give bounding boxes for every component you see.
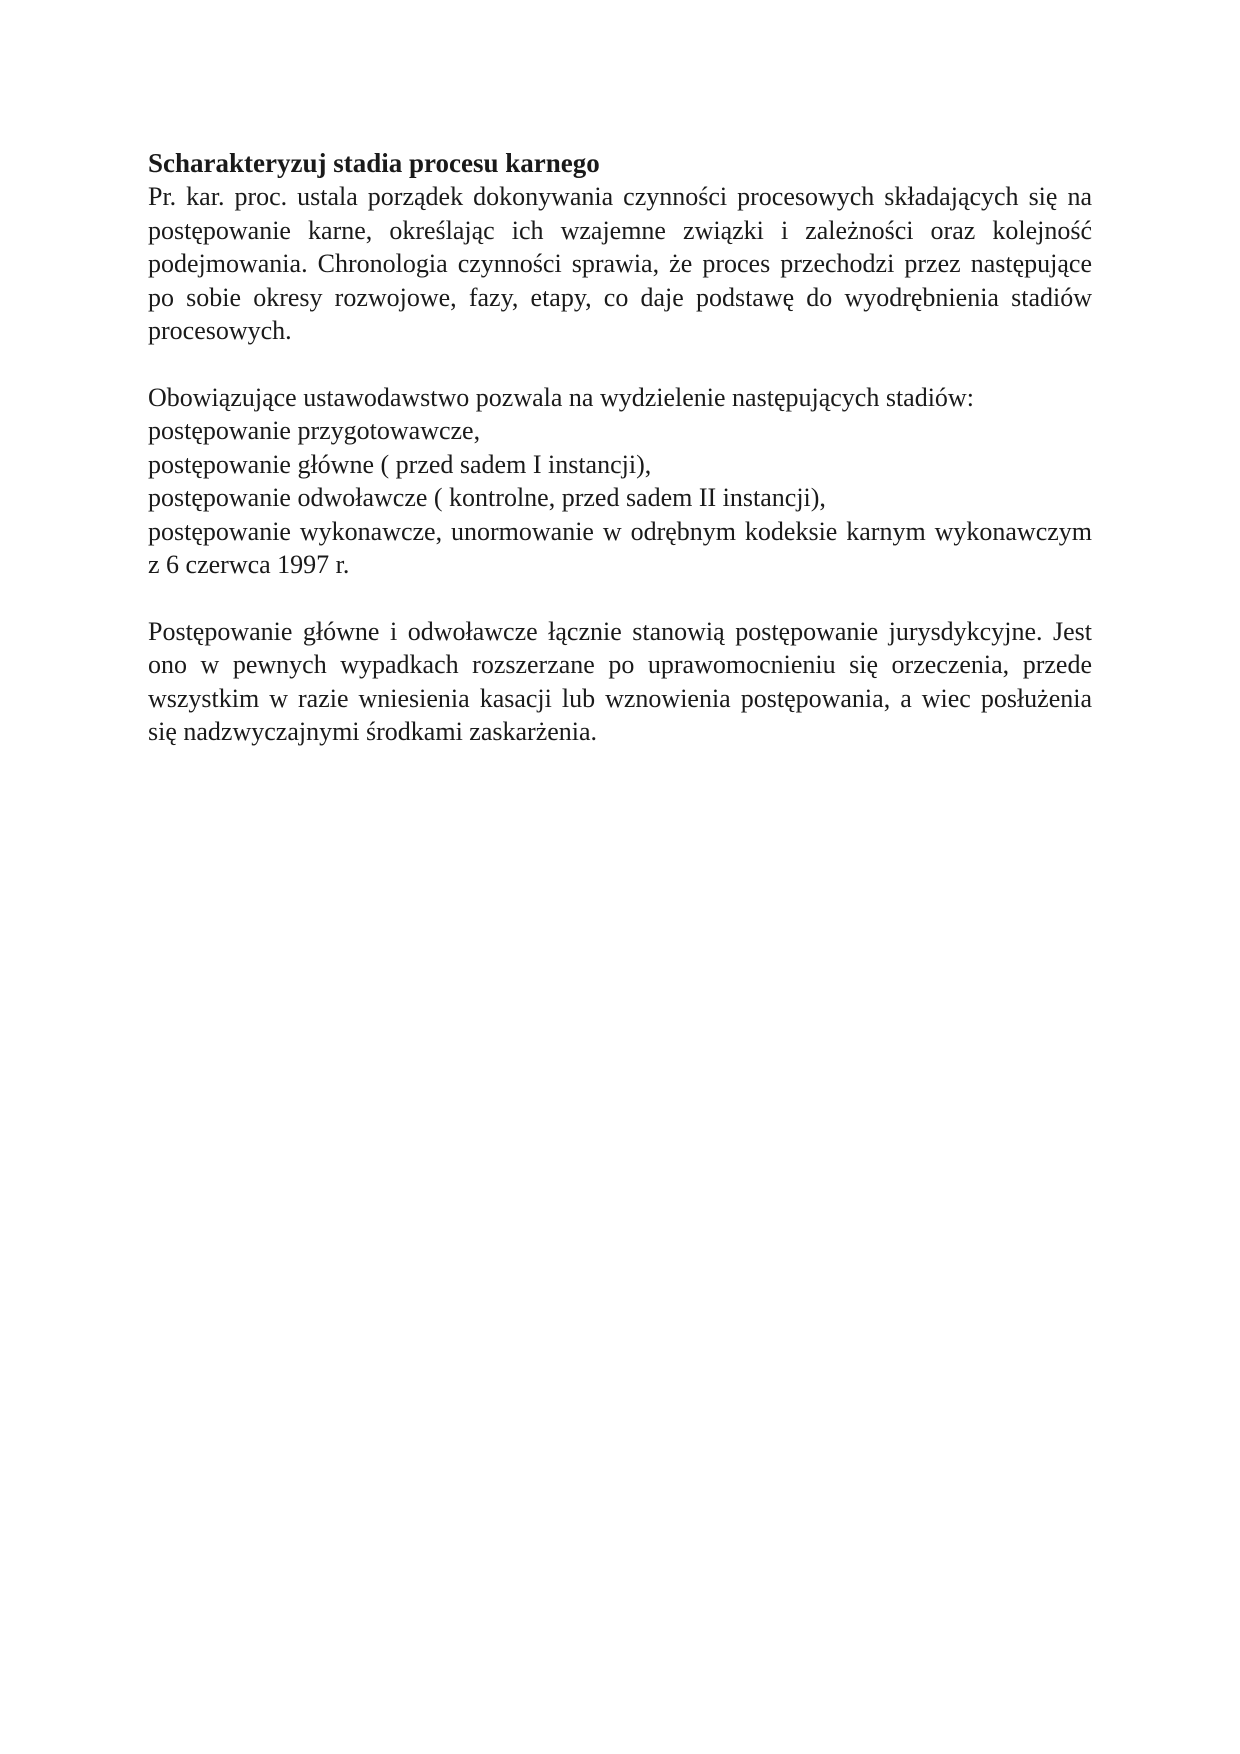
- stages-list: [148, 414, 1092, 582]
- stage-item: postępowanie wykonawcze, unormowanie w odrębnym kodeksie karnym wykonawczym z 6 czerwca 1997 r.: [148, 516, 1092, 579]
- paragraph-intro: Pr. kar. proc. ustala porządek dokonywania czynności procesowych składających się na postępowanie karne, określając ich wzajemne związki i zależności oraz kolejność podejmowania. Chronologia czynności sprawia, że proces przechodzi przez następujące po sobie okresy rozwojowe, fazy, etapy, co daje podstawę do wyodrębnienia stadiów procesowych.: [148, 182, 1092, 345]
- spacer: [148, 582, 1092, 615]
- document-page: [148, 146, 1092, 749]
- spacer: [148, 348, 1092, 381]
- stage-item: postępowanie przygotowawcze,: [148, 416, 481, 445]
- document-title: Scharakteryzuj stadia procesu karnego: [148, 148, 600, 178]
- paragraph-jurisdiction: Postępowanie główne i odwoławcze łącznie stanowią postępowanie jurysdykcyjne. Jest ono w pewnych wypadkach rozszerzane po uprawomocnieniu się orzeczenia, przede wszystkim w razie wniesienia kasacji lub wznowienia postępowania, a wiec posłużenia się nadzwyczajnymi środkami zaskarżenia.: [148, 616, 1092, 746]
- stages-intro: Obowiązujące ustawodawstwo pozwala na wydzielenie następujących stadiów:: [148, 382, 974, 412]
- stage-item: postępowanie odwoławcze ( kontrolne, przed sadem II instancji),: [148, 483, 826, 512]
- stage-item: postępowanie główne ( przed sadem I instancji),: [148, 449, 652, 479]
